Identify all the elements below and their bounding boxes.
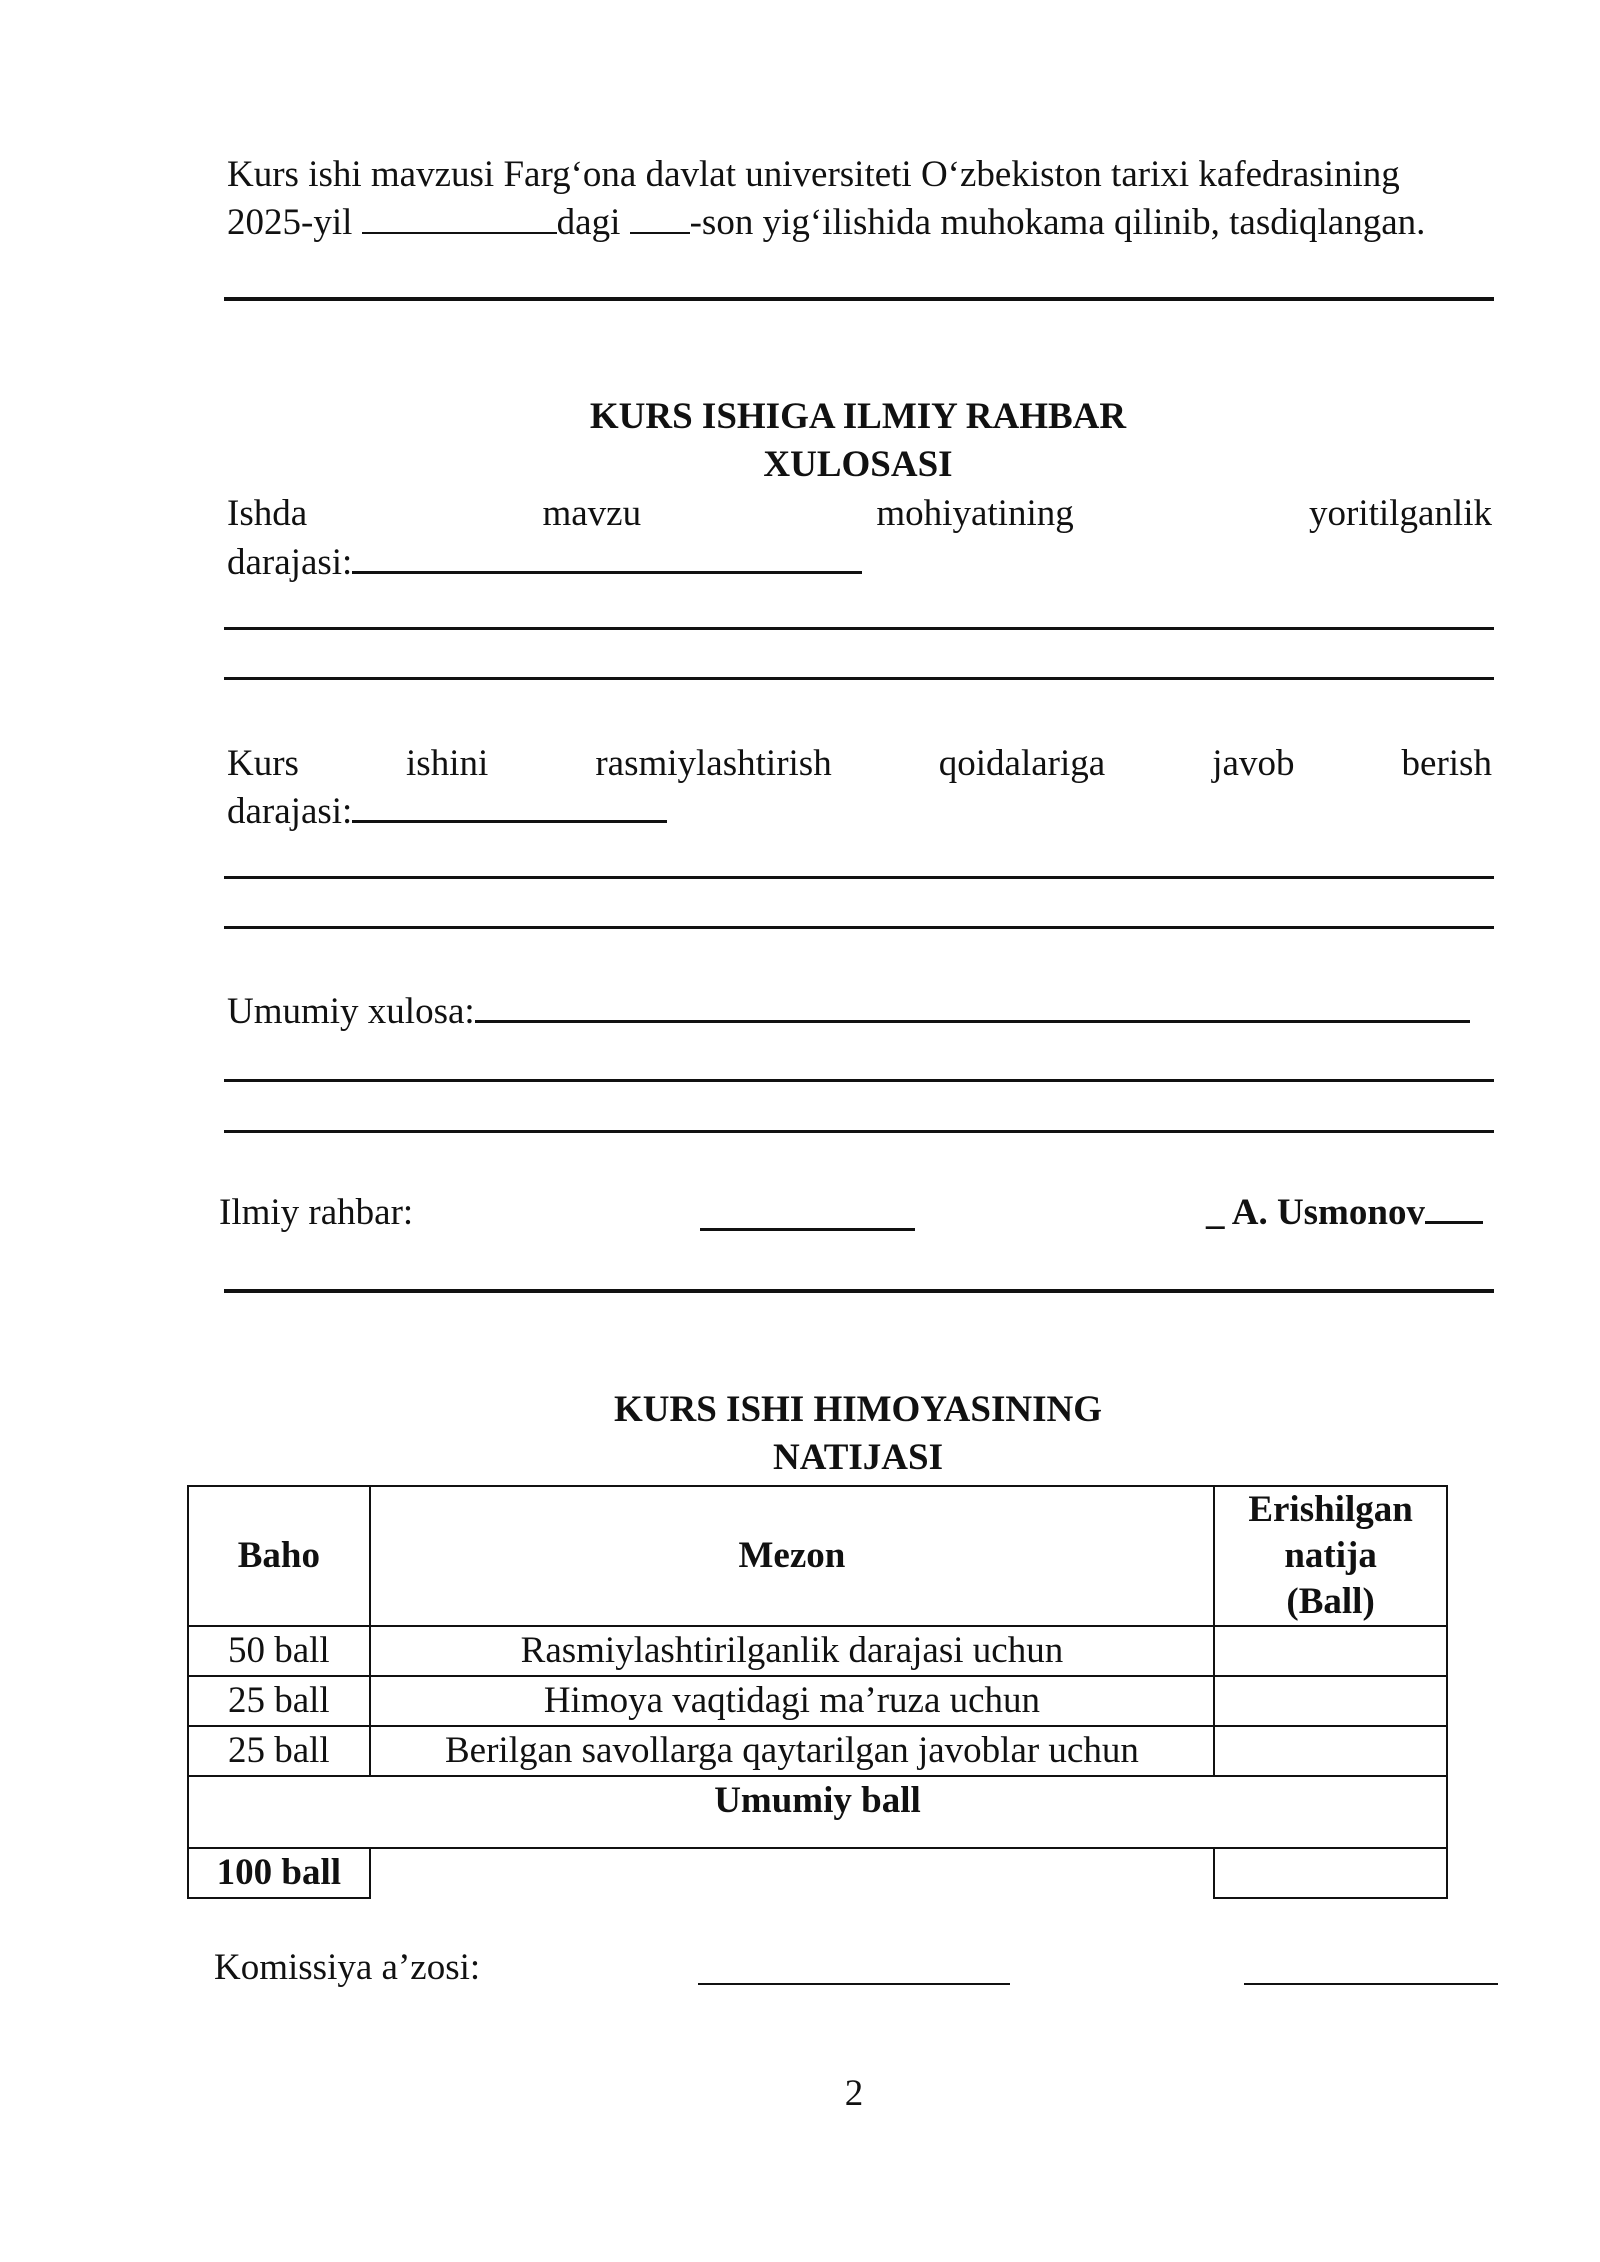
separator-line [224, 1289, 1494, 1293]
header-mezon: Mezon [370, 1486, 1214, 1626]
q1-answer-line[interactable] [224, 627, 1494, 630]
summary-answer-line[interactable] [224, 1130, 1494, 1133]
q1-word: yoritilganlik [1309, 493, 1492, 534]
table-header-row [188, 1486, 1447, 1626]
q2-word: Kurs [227, 743, 299, 784]
table-total-label-row [188, 1776, 1447, 1848]
row-result-cell[interactable] [1214, 1676, 1447, 1726]
supervisor-title-line-1: KURS ISHIGA ILMIY RAHBAR [589, 396, 1127, 437]
total-label: Umumiy ball [188, 1776, 1447, 1848]
total-result-cell[interactable] [1214, 1848, 1447, 1898]
intro-line-1: Kurs ishi mavzusi Farg‘ona davlat universiteti O‘zbekiston tarixi kafedrasining [227, 154, 1400, 195]
q2-answer-line[interactable] [224, 876, 1494, 879]
q2-word: ishini [406, 743, 489, 784]
header-result-line: Erishilgan [1248, 1489, 1413, 1530]
supervisor-signature-label: Ilmiy rahbar: [219, 1192, 414, 1233]
summary-blank[interactable] [475, 990, 1470, 1023]
supervisor-signature-blank[interactable] [700, 1228, 915, 1231]
header-baho: Baho [188, 1486, 370, 1626]
q2-word: qoidalariga [938, 743, 1106, 784]
summary-line [227, 988, 1470, 1036]
q2-answer-line[interactable] [224, 926, 1494, 929]
row-score: 25 ball [188, 1676, 370, 1726]
q1-word: mohiyatining [876, 493, 1074, 534]
row-score: 50 ball [188, 1626, 370, 1676]
commission-label: Komissiya a’zosi: [214, 1947, 481, 1988]
table-total-row [188, 1848, 1447, 1898]
header-result [1214, 1486, 1447, 1626]
row-result-cell[interactable] [1214, 1726, 1447, 1776]
table-row [188, 1726, 1447, 1776]
q2-word: javob [1212, 743, 1295, 784]
question-1-answer [227, 539, 862, 587]
row-result-cell[interactable] [1214, 1626, 1447, 1676]
q1-answer-line[interactable] [224, 677, 1494, 680]
defense-title-line-2: NATIJASI [773, 1437, 943, 1478]
summary-label: Umumiy xulosa: [227, 991, 475, 1032]
question-2-answer [227, 788, 667, 836]
supervisor-name-text: A. Usmonov [1231, 1192, 1425, 1233]
q1-word: Ishda [227, 493, 308, 534]
row-criterion: Berilgan savollarga qaytarilgan javoblar uchun [370, 1726, 1214, 1776]
row-score: 25 ball [188, 1726, 370, 1776]
intro-year: 2025-yil [227, 202, 362, 243]
q1-word: mavzu [542, 493, 642, 534]
commission-signature-blank[interactable] [698, 1983, 1010, 1985]
table-row [188, 1626, 1447, 1676]
commission-name-blank[interactable] [1244, 1983, 1498, 1985]
defense-title-line-1: KURS ISHI HIMOYASINING [614, 1389, 1102, 1430]
header-result-line: (Ball) [1286, 1581, 1375, 1622]
q2-word: rasmiylashtirish [595, 743, 832, 784]
page-number: 2 [844, 2073, 864, 2114]
intro-dagi: dagi [556, 202, 630, 243]
date-blank [362, 202, 557, 234]
table-row [188, 1676, 1447, 1726]
total-empty-cell [370, 1848, 1214, 1898]
question-2-line [227, 740, 1492, 788]
q2-word: berish [1401, 743, 1492, 784]
q2-label: darajasi: [227, 791, 353, 832]
results-table [187, 1485, 1448, 1899]
intro-line-2 [227, 199, 1425, 247]
q1-label: darajasi: [227, 542, 353, 583]
header-result-line: natija [1284, 1535, 1377, 1576]
row-criterion: Rasmiylashtirilganlik darajasi uchun [370, 1626, 1214, 1676]
question-1-line [227, 490, 1492, 538]
q2-blank[interactable] [352, 790, 667, 823]
q1-blank[interactable] [352, 541, 862, 574]
supervisor-name-prefix: _ [1206, 1192, 1232, 1233]
separator-line [224, 297, 1494, 301]
supervisor-name [1206, 1189, 1483, 1237]
total-score: 100 ball [188, 1848, 370, 1898]
row-criterion: Himoya vaqtidagi ma’ruza uchun [370, 1676, 1214, 1726]
session-number-blank [630, 202, 690, 234]
supervisor-name-trailing-blank [1425, 1191, 1483, 1224]
summary-answer-line[interactable] [224, 1079, 1494, 1082]
supervisor-title-line-2: XULOSASI [763, 444, 953, 485]
intro-rest: -son yig‘ilishida muhokama qilinib, tasdiqlangan. [689, 202, 1426, 243]
